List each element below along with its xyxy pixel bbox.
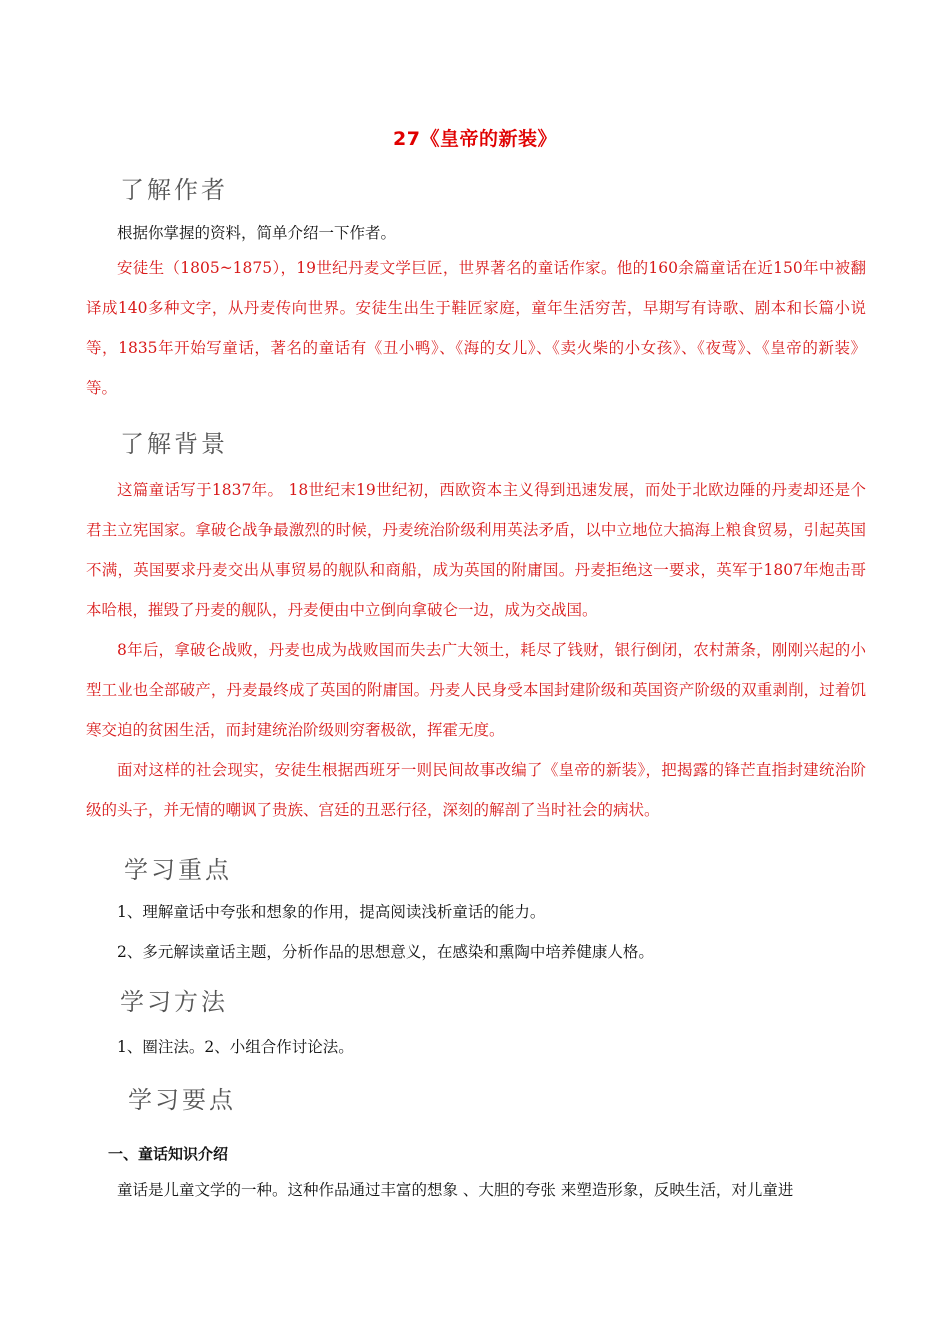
section-heading-author: 了解作者 [120, 176, 228, 204]
background-block [86, 470, 866, 830]
method-block [86, 1027, 866, 1067]
section-heading-focus: 学习重点 [124, 856, 232, 884]
keypoints-subheading: 一、童话知识介绍 [108, 1145, 229, 1163]
background-paragraph-1: 这篇童话写于1837年。 18世纪末19世纪初，西欧资本主义得到迅速发展，而处于北欧边陲的丹麦却还是个君主立宪国家。拿破仑战争最激烈的时候，丹麦统治阶级利用英法矛盾，以中立地位大搞海上粮食贸易，引起英国不满，英国要求丹麦交出从事贸易的舰队和商船，成为英国的附庸国。丹麦拒绝这一要求，英军于1807年炮击哥本哈根，摧毁了丹麦的舰队，丹麦便由中立倒向拿破仑一边，成为交战国。 [86, 481, 866, 619]
keypoints-block [86, 1170, 866, 1210]
author-prompt-block [86, 213, 866, 253]
author-prompt: 根据你掌握的资料，简单介绍一下作者。 [117, 224, 397, 242]
author-answer-block [86, 248, 866, 408]
keypoints-text: 童话是儿童文学的一种。这种作品通过丰富的想象 、大胆的夸张 来塑造形象，反映生活，对儿童进 [117, 1181, 794, 1199]
background-paragraph-2: 8年后，拿破仑战败，丹麦也成为战败国而失去广大领土，耗尽了钱财，银行倒闭，农村萧条，刚刚兴起的小型工业也全部破产，丹麦最终成了英国的附庸国。丹麦人民身受本国封建阶级和英国资产阶级的双重剥削，过着饥寒交迫的贫困生活，而封建统治阶级则穷奢极欲，挥霍无度。 [86, 641, 866, 739]
focus-item-1: 1、理解童话中夸张和想象的作用，提高阅读浅析童话的能力。 [117, 903, 546, 921]
section-heading-method: 学习方法 [120, 988, 228, 1016]
document-title: 27《皇帝的新装》 [393, 128, 557, 150]
background-paragraph-3: 面对这样的社会现实，安徒生根据西班牙一则民间故事改编了《皇帝的新装》，把揭露的锋芒直指封建统治阶级的头子，并无情的嘲讽了贵族、宫廷的丑恶行径，深刻的解剖了当时社会的病状。 [86, 761, 866, 819]
method-text: 1、圈注法。2、小组合作讨论法。 [117, 1038, 354, 1056]
section-heading-background: 了解背景 [120, 430, 228, 458]
focus-item-2: 2、多元解读童话主题，分析作品的思想意义，在感染和熏陶中培养健康人格。 [117, 943, 654, 961]
section-heading-keypoints: 学习要点 [128, 1086, 236, 1114]
focus-block [86, 892, 866, 972]
author-answer: 安徒生（1805~1875），19世纪丹麦文学巨匠，世界著名的童话作家。他的160余篇童话在近150年中被翻译成140多种文字，从丹麦传向世界。安徒生出生于鞋匠家庭，童年生活穷苦，早期写有诗歌、剧本和长篇小说等，1835年开始写童话，著名的童话有《丑小鸭》、《海的女儿》、《卖火柴的小女孩》、《夜莺》、《皇帝的新装》等。 [86, 259, 866, 397]
